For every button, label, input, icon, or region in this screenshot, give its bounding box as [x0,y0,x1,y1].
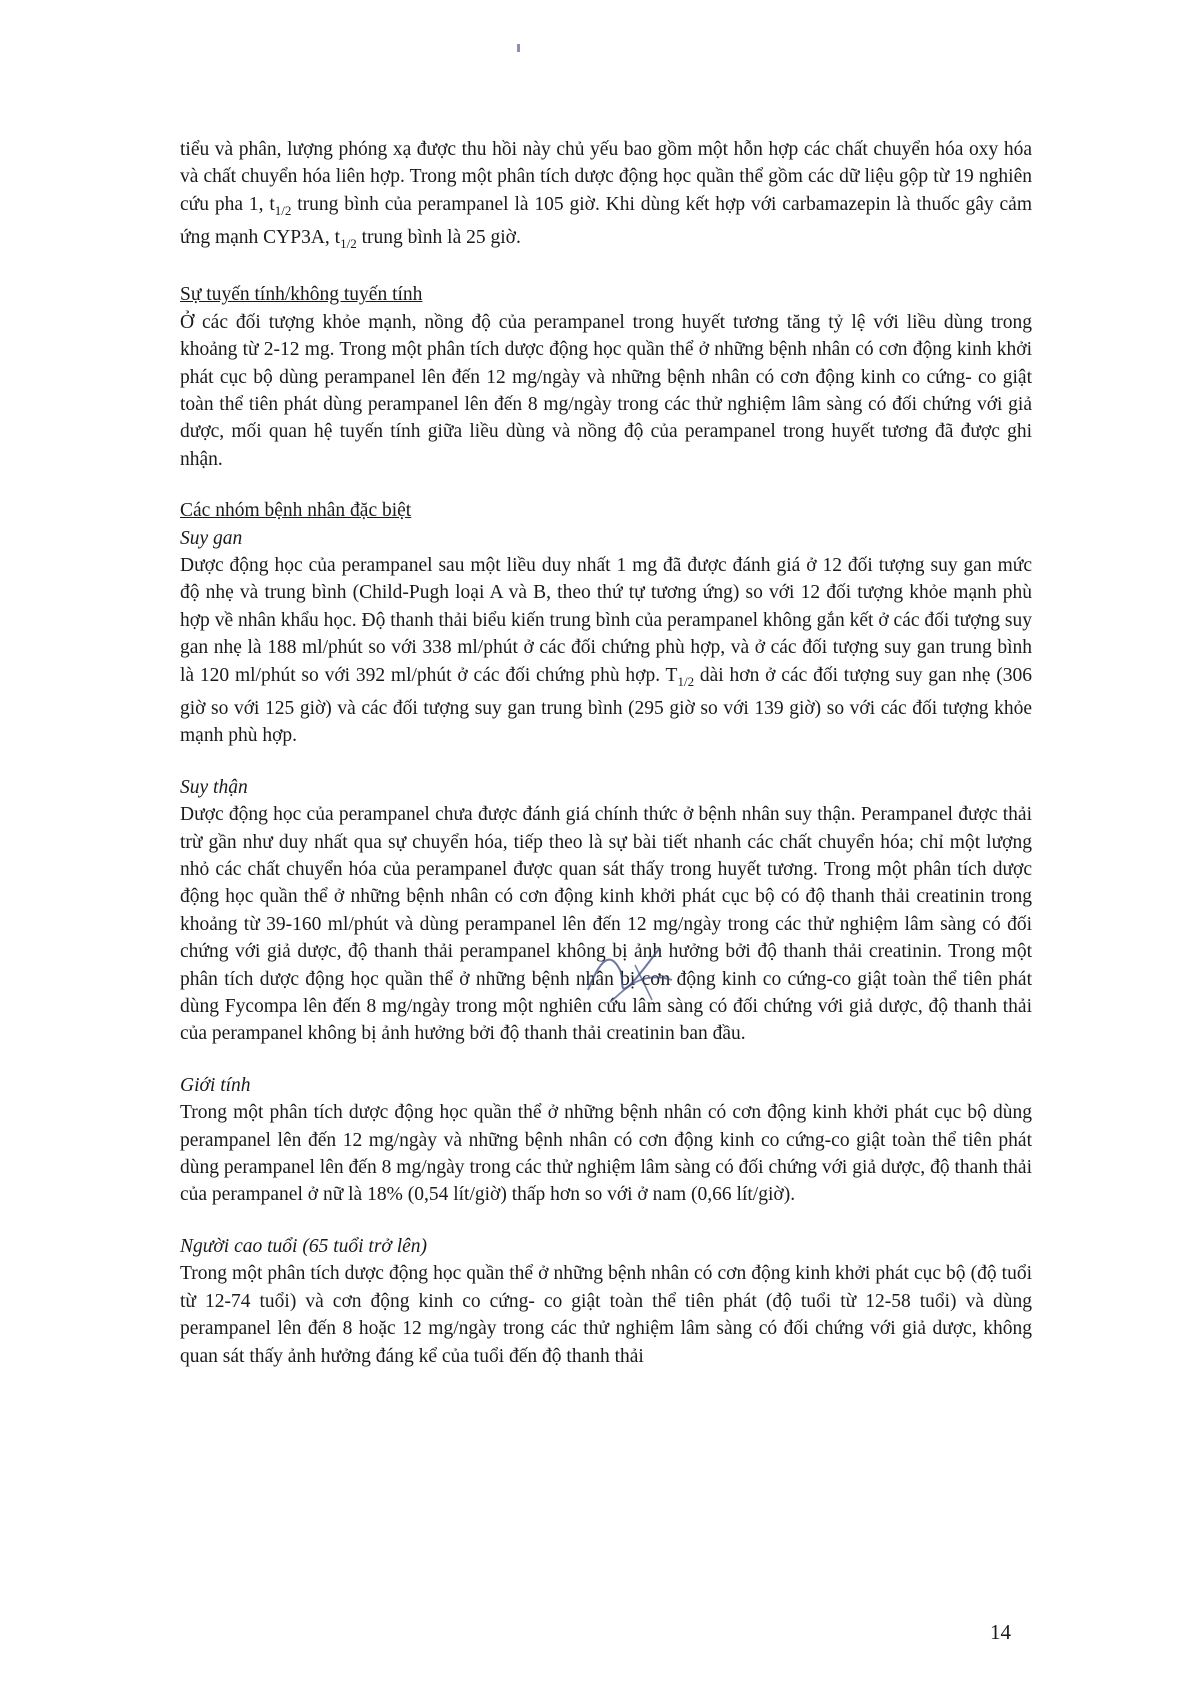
liver-text: Dược động học của perampanel sau một liều duy nhất 1 mg đã được đánh giá ở 12 đối tượng suy gan mức độ nhẹ và trung bình (Child-Pugh loại A và B, theo thứ tự tương ứng) so với 12 đối tượng khỏe mạnh phù hợp về nhân khẩu học. Độ thanh thải biểu kiến trung bình của perampanel không gắn kết ở các đối tượng suy gan nhẹ là 188 ml/phút so với 338 ml/phút ở các đối chứng phù hợp, và ở các đối tượng suy gan trung bình là 120 ml/phút so với 392 ml/phút ở các đối chứng phù hợp. $T_{1/2}$ dài hơn ở các đối tượng suy gan nhẹ (306 giờ so với 125 giờ) và các đối tượng suy gan trung bình (295 giờ so với 139 giờ) so với các đối tượng khỏe mạnh phù hợp. [180,555,1032,747]
t-half-symbol: $T_{1/2}$ [665,664,695,689]
t-half-symbol: $t_{1/2}$ [334,227,357,251]
special-groups-section [180,497,1032,750]
kidney-subheading: Suy thận [180,776,248,798]
gender-subheading: Giới tính [180,1074,251,1096]
ink-tick-mark [517,44,520,52]
elderly-text: Trong một phân tích dược động học quần thể ở những bệnh nhân có cơn động kinh khởi phát cục bộ (độ tuổi từ 12-74 tuổi) và cơn động kinh co cứng- co giật toàn thể tiên phát (độ tuổi từ 12-58 tuổi) và dùng perampanel lên đến 8 hoặc 12 mg/ngày trong các thử nghiệm lâm sàng có đối chứng với giả dược, không quan sát thấy ảnh hưởng đáng kể của tuổi đến độ thanh thải [180,1263,1032,1367]
t-half-symbol: $t_{1/2}$ [269,193,292,218]
intro-paragraph: tiểu và phân, lượng phóng xạ được thu hồi này chủ yếu bao gồm một hỗn hợp các chất chuyển hóa oxy hóa và chất chuyển hóa liên hợp. Trong một phân tích dược động học quần thể gồm các dữ liệu gộp từ 19 nghiên cứu pha 1, $t_{1/2}$ trung bình của perampanel là 105 giờ. Khi dùng kết hợp với carbamazepin là thuốc gây cảm ứng mạnh CYP3A, $t_{1/2}$ trung bình là 25 giờ. [180,139,1032,251]
linearity-heading: Sự tuyến tính/không tuyến tính [180,284,423,306]
elderly-section [180,1233,1032,1370]
liver-subheading: Suy gan [180,527,243,549]
page-number: 14 [990,1620,1011,1644]
gender-text: Trong một phân tích dược động học quần thể ở những bệnh nhân có cơn động kinh khởi phát cục bộ dùng perampanel lên đến 12 mg/ngày và những bệnh nhân có cơn động kinh co cứng-co giật toàn thể tiên phát dùng perampanel lên đến 8 mg/ngày trong các thử nghiệm lâm sàng có đối chứng với giả dược, độ thanh thải của perampanel ở nữ là 18% (0,54 lít/giờ) thấp hơn so với ở nam (0,66 lít/giờ). [180,1102,1032,1206]
gender-section [180,1072,1032,1209]
initials-signature-icon [580,940,680,1010]
document-body [180,136,1032,1370]
elderly-subheading: Người cao tuổi (65 tuổi trở lên) [180,1235,428,1257]
kidney-text: Dược động học của perampanel chưa được đánh giá chính thức ở bệnh nhân suy thận. Perampanel được thải trừ gần như duy nhất qua sự chuyển hóa, tiếp theo là sự bài tiết nhanh các chất chuyển hóa; chỉ một lượng nhỏ các chất chuyển hóa của perampanel được quan sát thấy trong huyết tương. Trong một phân tích dược động học quần thể ở những bệnh nhân có cơn động kinh khởi phát cục bộ có độ thanh thải creatinin trong khoảng từ 39-160 ml/phút và dùng perampanel lên đến 12 mg/ngày trong các thử nghiệm lâm sàng có đối chứng với giả dược, độ thanh thải perampanel không bị ảnh hưởng bởi độ thanh thải creatinin. Trong một phân tích dược động học quần thể ở những bệnh nhân bị cơn động kinh co cứng-co giật toàn thể tiên phát dùng Fycompa lên đến 8 mg/ngày trong một nghiên cứu lâm sàng có đối chứng với giả dược, độ thanh thải của perampanel không bị ảnh hưởng bởi độ thanh thải creatinin ban đầu. [180,804,1032,1045]
linearity-section [180,281,1032,473]
special-groups-heading: Các nhóm bệnh nhân đặc biệt [180,500,412,522]
linearity-text: Ở các đối tượng khỏe mạnh, nồng độ của perampanel trong huyết tương tăng tỷ lệ với liều dùng trong khoảng từ 2-12 mg. Trong một phân tích dược động học quần thể ở những bệnh nhân có cơn động kinh khởi phát cục bộ dùng perampanel lên đến 12 mg/ngày và những bệnh nhân có cơn động kinh co cứng- co giật toàn thể tiên phát dùng perampanel lên đến 8 mg/ngày trong các thử nghiệm lâm sàng có đối chứng với giả dược, mối quan hệ tuyến tính giữa liều dùng và nồng độ của perampanel trong huyết tương đã được ghi nhận. [180,311,1032,470]
